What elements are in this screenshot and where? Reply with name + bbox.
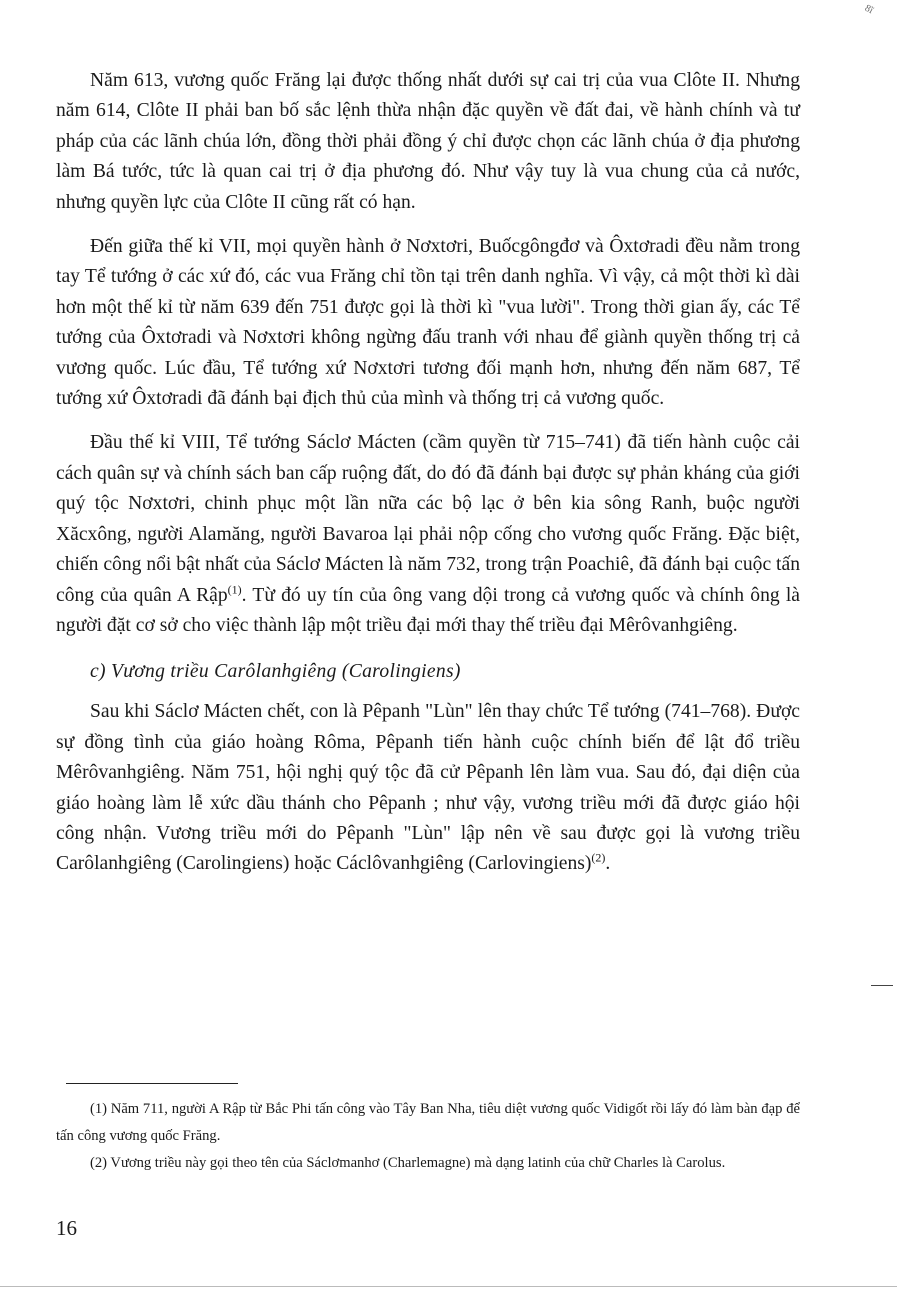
paragraph-1: Năm 613, vương quốc Frăng lại được thống nhất dưới sự cai trị của vua Clôte II. Nhưng năm 614, Clôte II phải ban bố sắc lệnh thừa nhận đặc quyền về đất đai, về hành chính và tư pháp của các lãnh chúa lớn, đồng thời phải đồng ý chỉ được chọn các lãnh chúa ở địa phương làm Bá tước, tức là quan cai trị ở địa phương đó. Như vậy tuy là vua chung của cả nước, nhưng quyền lực của Clôte II cũng rất có hạn. [56,70,800,213]
footnotes [56,1096,800,1177]
footnote-divider [66,1083,238,1084]
paragraph-2: Đến giữa thế kỉ VII, mọi quyền hành ở Nơxtơri, Buốcgôngđơ và Ôxtơradi đều nằm trong tay Tể tướng ở các xứ đó, các vua Frăng chỉ tồn tại trên danh nghĩa. Vì vậy, cả một thời kì dài hơn một thế kỉ từ năm 639 đến 751 được gọi là thời kì "vua lười". Trong thời gian ấy, các Tể tướng của Ôxtơradi và Nơxtơri không ngừng đấu tranh với nhau để giành quyền thống trị cả vương quốc. Lúc đầu, Tể tướng xứ Nơxtơri tương đối mạnh hơn, nhưng đến năm 687, Tể tướng xứ Ôxtơradi đã đánh bại địch thủ của mình và thống trị cả vương quốc. [56,236,800,410]
margin-mark [871,985,893,986]
footnote-1: (1) Năm 711, người A Rập từ Bắc Phi tấn công vào Tây Ban Nha, tiêu diệt vương quốc Vidigốt rồi lấy đó làm bàn đạp để tấn công vương quốc Frăng. [56,1101,800,1144]
paragraph-3-text: Đầu thế kỉ VIII, Tể tướng Sáclơ Mácten (cầm quyền từ 715–741) đã tiến hành cuộc cải cách quân sự và chính sách ban cấp ruộng đất, do đó đã đánh bại được sự phản kháng của giới quý tộc Nơxtơri, chinh phục một lần nữa các bộ lạc ở bên kia sông Ranh, buộc người Xăcxông, người Alamăng, người Bavaroa lại phải nộp cống cho vương quốc Frăng. Đặc biệt, chiến công nổi bật nhất của Sáclơ Mácten là năm 732, trong trận Poachiê, đã đánh bại cuộc tấn công của quân A Rập [56,432,800,606]
paragraph-4-text: Sau khi Sáclơ Mácten chết, con là Pêpanh "Lùn" lên thay chức Tể tướng (741–768). Được sự đồng tình của giáo hoàng Rôma, Pêpanh tiến hành cuộc chính biến để lật đổ triều Mêrôvanhgiêng. Năm 751, hội nghị quý tộc đã cử Pêpanh lên làm vua. Sau đó, đại diện của giáo hoàng làm lễ xức dầu thánh cho Pêpanh ; như vậy, vương triều mới đã được giáo hội công nhận. Vương triều mới do Pêpanh "Lùn" lập nên về sau được gọi là vương triều Carôlanhgiêng (Carolingiens) hoặc Cáclôvanhgiêng (Carlovingiens) [56,701,800,875]
page-bottom-edge [0,1286,897,1287]
paragraph-3-text-after: . Từ đó uy tín của ông vang dội trong cả vương quốc và chính ông là người đặt cơ sở cho việc thành lập một triều đại mới thay thế triều đại Mêrôvanhgiêng. [56,584,800,636]
page-number: 16 [56,1216,77,1240]
footnote-2: (2) Vương triều này gọi theo tên của Sáclơmanhơ (Charlemagne) mà dạng latinh của chữ Charles là Carolus. [90,1155,726,1171]
footnote-ref-1[interactable]: (1) [227,581,242,596]
corner-mark: 8ĩ [863,2,876,17]
paragraph-4 [56,697,800,879]
page-body [56,66,800,894]
paragraph-3 [56,428,800,641]
section-heading: c) Vương triều Carôlanhgiêng (Carolingiens) [90,661,461,683]
footnote-ref-2[interactable]: (2) [591,850,606,865]
paragraph-4-text-after: . [605,853,611,875]
